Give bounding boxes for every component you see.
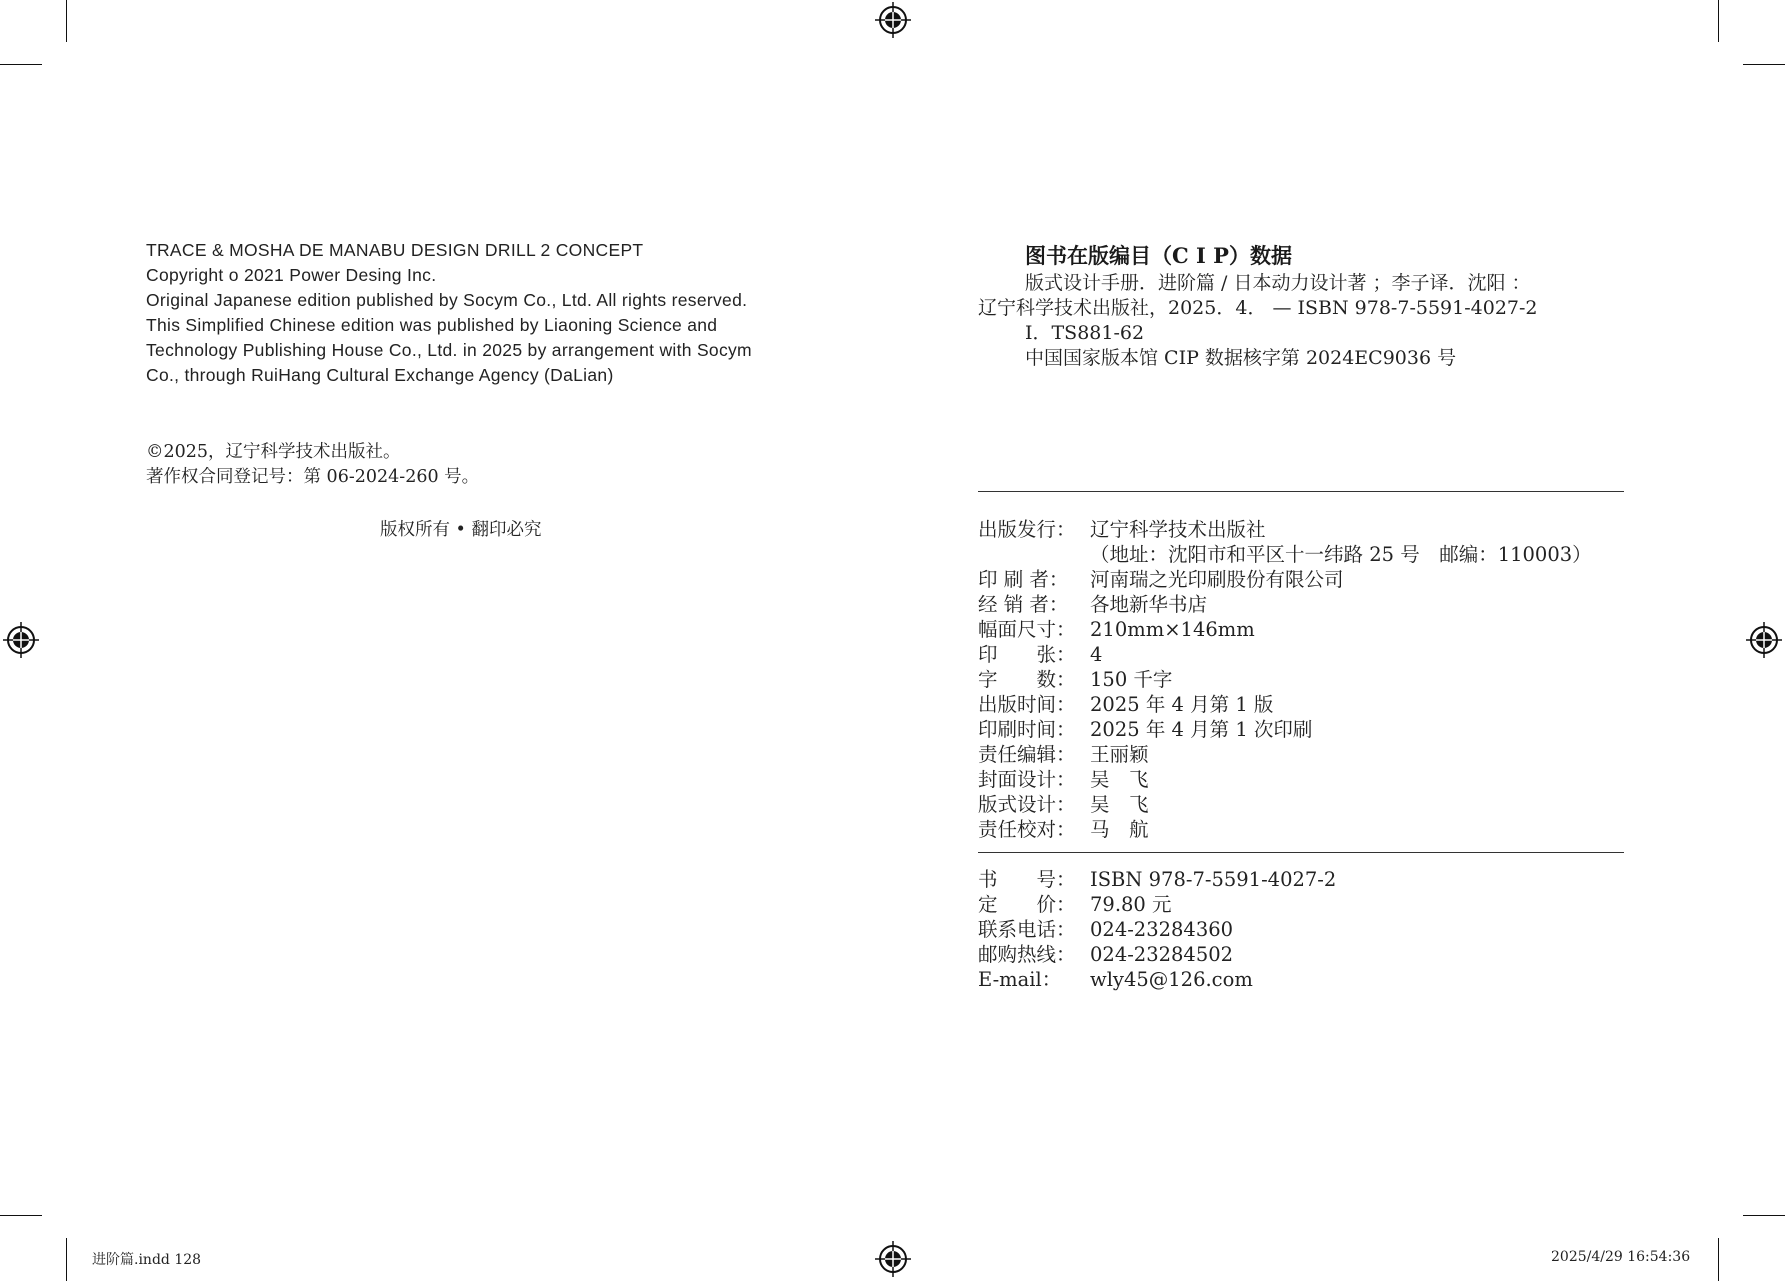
divider [978,852,1624,853]
copyright-cn: ©2025，辽宁科学技术出版社。 [146,442,401,462]
info-label: 邮购热线： [978,943,1076,966]
info-label: 印刷时间： [978,718,1076,741]
book-info [978,867,1336,992]
info-row [978,792,1592,817]
info-row [978,692,1592,717]
info-row [978,717,1592,742]
info-value: 150 千字 [1090,668,1173,691]
info-row [978,942,1336,967]
info-value: ISBN 978-7-5591-4027-2 [1090,868,1337,891]
info-value: 河南瑞之光印刷股份有限公司 [1090,568,1344,591]
cip-line: Ⅰ．TS881-62 [1025,322,1145,344]
info-value: 024-23284360 [1090,918,1234,941]
info-value: 2025 年 4 月第 1 版 [1090,693,1274,716]
registration-mark-icon [1746,622,1782,658]
info-label: 经 销 者： [978,593,1069,616]
info-row [978,917,1336,942]
info-label: 出版时间： [978,693,1076,716]
info-label: 字 数： [978,668,1076,691]
registration-mark-icon [875,1241,911,1277]
registration-number: 著作权合同登记号：第 06-2024-260 号。 [146,467,480,487]
info-label: 出版发行： [978,518,1076,541]
info-value: wly45@126.com [1090,968,1253,991]
registration-mark-icon [875,2,911,38]
info-value: 马 航 [1090,818,1149,841]
crop-mark [1743,1215,1785,1216]
info-label: 封面设计： [978,768,1076,791]
info-row [978,617,1592,642]
crop-mark [66,1238,67,1281]
crop-mark [1718,0,1719,42]
cip-line: 版式设计手册．进阶篇 / 日本动力设计著 ；李子译．沈阳 ： [1025,272,1531,294]
crop-mark [66,0,67,42]
info-row [978,892,1336,917]
info-row [978,867,1336,892]
info-value: 各地新华书店 [1090,593,1208,616]
info-value: 辽宁科学技术出版社 [1090,518,1266,541]
info-label: 幅面尺寸： [978,618,1076,641]
cip-title: 图书在版编目（C I P）数据 [1025,243,1292,268]
info-label: 责任校对： [978,818,1076,841]
info-row [978,742,1592,767]
info-value: 4 [1090,643,1103,666]
info-row [978,567,1592,592]
info-row [978,767,1592,792]
info-row [978,642,1592,667]
publisher-address: （地址：沈阳市和平区十一纬路 25 号 邮编：110003） [1090,543,1592,566]
info-value: 2025 年 4 月第 1 次印刷 [1090,718,1313,741]
cip-line: 中国国家版本馆 CIP 数据核字第 2024EC9036 号 [1025,347,1457,369]
english-line: Technology Publishing House Co., Ltd. in 2025 by arrangement with Socym [146,340,752,360]
info-label: 联系电话： [978,918,1076,941]
chinese-copyright-block [146,440,479,490]
info-row [978,592,1592,617]
info-label: 版式设计： [978,793,1076,816]
publication-info [978,517,1592,842]
info-value: 吴 飞 [1090,768,1149,791]
english-line: Co., through RuiHang Cultural Exchange Agency (DaLian) [146,365,614,385]
english-line: This Simplified Chinese edition was published by Liaoning Science and [146,315,718,335]
info-label: E-mail： [978,968,1062,991]
crop-mark [0,1215,42,1216]
info-value: 024-23284502 [1090,943,1234,966]
info-label: 定 价： [978,893,1076,916]
info-row [978,667,1592,692]
info-label: 书 号： [978,868,1076,891]
cip-line: 辽宁科学技术出版社，2025．4． — ISBN 978-7-5591-4027-2 [978,297,1538,319]
info-value: 吴 飞 [1090,793,1149,816]
english-copyright-block [146,238,806,388]
english-line: Copyright o 2021 Power Desing Inc. [146,265,437,285]
info-value: 王丽颖 [1090,743,1149,766]
info-row [978,817,1592,842]
info-row [978,517,1592,542]
rights-reserved: 版权所有 • 翻印必究 [380,520,542,540]
crop-mark [1718,1238,1719,1281]
info-label: 印 刷 者： [978,568,1069,591]
timestamp-slug: 2025/4/29 16:54:36 [1551,1249,1691,1265]
registration-mark-icon [3,622,39,658]
info-row [978,967,1336,992]
file-slug: 进阶篇.indd 128 [92,1252,202,1268]
info-label: 责任编辑： [978,743,1076,766]
info-label: 印 张： [978,643,1076,666]
english-line: Original Japanese edition published by Socym Co., Ltd. All rights reserved. [146,290,748,310]
crop-mark [1743,64,1785,65]
info-value: 79.80 元 [1090,893,1172,916]
english-line: TRACE & MOSHA DE MANABU DESIGN DRILL 2 CONCEPT [146,240,644,260]
info-value: 210mm×146mm [1090,618,1255,641]
divider [978,491,1624,492]
crop-mark [0,64,42,65]
